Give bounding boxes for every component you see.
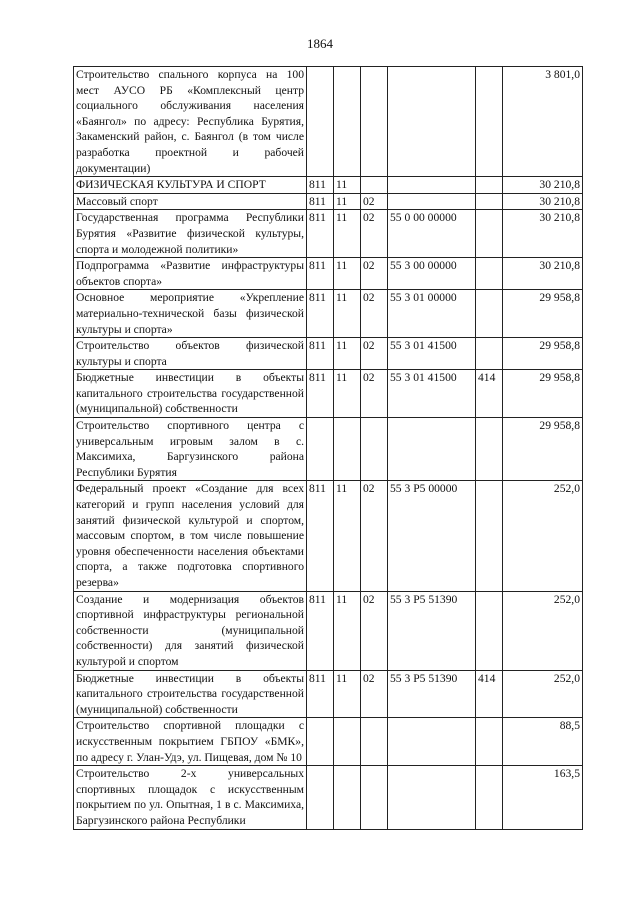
section-code-cell: 11: [334, 338, 361, 370]
amount-cell: 252,0: [503, 670, 583, 718]
expense-type-code-cell: [476, 766, 503, 829]
amount-cell: 29 958,8: [503, 370, 583, 418]
row-name-cell: Подпрограмма «Развитие инфраструктуры объектов спорта»: [74, 258, 307, 290]
page-number: 1864: [307, 36, 333, 51]
table-row: [74, 193, 583, 210]
amount-cell: 29 958,8: [503, 418, 583, 481]
row-name-cell: Строительство спального корпуса на 100 мест АУСО РБ «Комплексный центр социального обслуживания населения «Баянгол» по адресу: Республика Бурятия, Закаменский район, с. Баянгол (в том числе разработка проектной и рабочей документации): [74, 67, 307, 177]
department-code-cell: 811: [307, 290, 334, 338]
expense-type-code-cell: [476, 338, 503, 370]
expense-type-code-cell: [476, 210, 503, 258]
target-article-code-cell: 55 3 01 41500: [388, 338, 476, 370]
expense-type-code-cell: [476, 67, 503, 177]
expense-type-code-cell: [476, 258, 503, 290]
budget-table-body: [74, 67, 583, 830]
target-article-code-cell: 55 3 00 00000: [388, 258, 476, 290]
subsection-code-cell: [361, 418, 388, 481]
department-code-cell: 811: [307, 338, 334, 370]
section-code-cell: 11: [334, 591, 361, 670]
table-row: [74, 338, 583, 370]
row-name-cell: Федеральный проект «Создание для всех категорий и групп населения условий для занятий физической культурой и спортом, массовым спортом, в том числе повышение уровня обеспеченности населения объектами спорта, а также подготовка спортивного резерва»: [74, 481, 307, 591]
target-article-code-cell: 55 3 P5 51390: [388, 591, 476, 670]
amount-cell: 30 210,8: [503, 258, 583, 290]
amount-cell: 252,0: [503, 591, 583, 670]
subsection-code-cell: [361, 177, 388, 194]
table-row: [74, 591, 583, 670]
table-row: [74, 210, 583, 258]
row-name-cell: Строительство объектов физической культуры и спорта: [74, 338, 307, 370]
section-code-cell: [334, 766, 361, 829]
amount-cell: 30 210,8: [503, 210, 583, 258]
expense-type-code-cell: [476, 418, 503, 481]
section-code-cell: 11: [334, 290, 361, 338]
section-code-cell: [334, 418, 361, 481]
subsection-code-cell: 02: [361, 481, 388, 591]
target-article-code-cell: [388, 177, 476, 194]
amount-cell: 252,0: [503, 481, 583, 591]
target-article-code-cell: [388, 718, 476, 766]
section-code-cell: 11: [334, 670, 361, 718]
amount-cell: 30 210,8: [503, 193, 583, 210]
subsection-code-cell: 02: [361, 258, 388, 290]
target-article-code-cell: [388, 67, 476, 177]
expense-type-code-cell: [476, 591, 503, 670]
table-row: [74, 481, 583, 591]
row-name-cell: Бюджетные инвестиции в объекты капитального строительства государственной (муниципальной) собственности: [74, 370, 307, 418]
row-name-cell: Массовый спорт: [74, 193, 307, 210]
expense-type-code-cell: [476, 177, 503, 194]
target-article-code-cell: 55 3 01 41500: [388, 370, 476, 418]
amount-cell: 3 801,0: [503, 67, 583, 177]
row-name-cell: Строительство спортивного центра с универсальным игровым залом в с. Максимиха, Баргузинского района Республики Бурятия: [74, 418, 307, 481]
table-row: [74, 290, 583, 338]
row-name-cell: Строительство 2-х универсальных спортивных площадок с искусственным покрытием по ул. Опытная, 1 в с. Максимиха, Баргузинского района Республики: [74, 766, 307, 829]
section-code-cell: [334, 67, 361, 177]
table-row: [74, 370, 583, 418]
section-code-cell: 11: [334, 481, 361, 591]
expense-type-code-cell: [476, 481, 503, 591]
table-row: [74, 670, 583, 718]
table-row: [74, 258, 583, 290]
expense-type-code-cell: 414: [476, 670, 503, 718]
subsection-code-cell: 02: [361, 193, 388, 210]
table-row: [74, 418, 583, 481]
amount-cell: 30 210,8: [503, 177, 583, 194]
amount-cell: 163,5: [503, 766, 583, 829]
department-code-cell: 811: [307, 210, 334, 258]
target-article-code-cell: [388, 418, 476, 481]
amount-cell: 29 958,8: [503, 338, 583, 370]
department-code-cell: [307, 766, 334, 829]
department-code-cell: 811: [307, 481, 334, 591]
target-article-code-cell: 55 0 00 00000: [388, 210, 476, 258]
subsection-code-cell: 02: [361, 670, 388, 718]
expense-type-code-cell: 414: [476, 370, 503, 418]
department-code-cell: 811: [307, 670, 334, 718]
department-code-cell: 811: [307, 591, 334, 670]
expense-type-code-cell: [476, 290, 503, 338]
expense-type-code-cell: [476, 193, 503, 210]
subsection-code-cell: [361, 718, 388, 766]
table-row: [74, 67, 583, 177]
department-code-cell: [307, 418, 334, 481]
row-name-cell: Строительство спортивной площадки с искусственным покрытием ГБПОУ «БМК», по адресу г. Улан-Удэ, ул. Пищевая, дом № 10: [74, 718, 307, 766]
section-code-cell: [334, 718, 361, 766]
department-code-cell: 811: [307, 370, 334, 418]
subsection-code-cell: 02: [361, 290, 388, 338]
subsection-code-cell: 02: [361, 210, 388, 258]
section-code-cell: 11: [334, 177, 361, 194]
row-name-cell: Государственная программа Республики Бурятия «Развитие физической культуры, спорта и молодежной политики»: [74, 210, 307, 258]
expense-type-code-cell: [476, 718, 503, 766]
row-name-cell: ФИЗИЧЕСКАЯ КУЛЬТУРА И СПОРТ: [74, 177, 307, 194]
target-article-code-cell: 55 3 01 00000: [388, 290, 476, 338]
amount-cell: 88,5: [503, 718, 583, 766]
row-name-cell: Основное мероприятие «Укрепление материально-технической базы физической культуры и спорта»: [74, 290, 307, 338]
department-code-cell: 811: [307, 258, 334, 290]
table-row: [74, 718, 583, 766]
row-name-cell: Бюджетные инвестиции в объекты капитального строительства государственной (муниципальной) собственности: [74, 670, 307, 718]
target-article-code-cell: 55 3 P5 00000: [388, 481, 476, 591]
section-code-cell: 11: [334, 193, 361, 210]
table-row: [74, 766, 583, 829]
department-code-cell: [307, 718, 334, 766]
department-code-cell: 811: [307, 193, 334, 210]
subsection-code-cell: 02: [361, 591, 388, 670]
target-article-code-cell: [388, 766, 476, 829]
subsection-code-cell: [361, 766, 388, 829]
subsection-code-cell: [361, 67, 388, 177]
amount-cell: 29 958,8: [503, 290, 583, 338]
section-code-cell: 11: [334, 210, 361, 258]
table-row: [74, 177, 583, 194]
department-code-cell: [307, 67, 334, 177]
target-article-code-cell: [388, 193, 476, 210]
department-code-cell: 811: [307, 177, 334, 194]
target-article-code-cell: 55 3 P5 51390: [388, 670, 476, 718]
row-name-cell: Создание и модернизация объектов спортивной инфраструктуры региональной собственности (муниципальной собственности) для занятий физической культурой и спортом: [74, 591, 307, 670]
subsection-code-cell: 02: [361, 338, 388, 370]
budget-table: [73, 66, 583, 830]
section-code-cell: 11: [334, 258, 361, 290]
section-code-cell: 11: [334, 370, 361, 418]
subsection-code-cell: 02: [361, 370, 388, 418]
